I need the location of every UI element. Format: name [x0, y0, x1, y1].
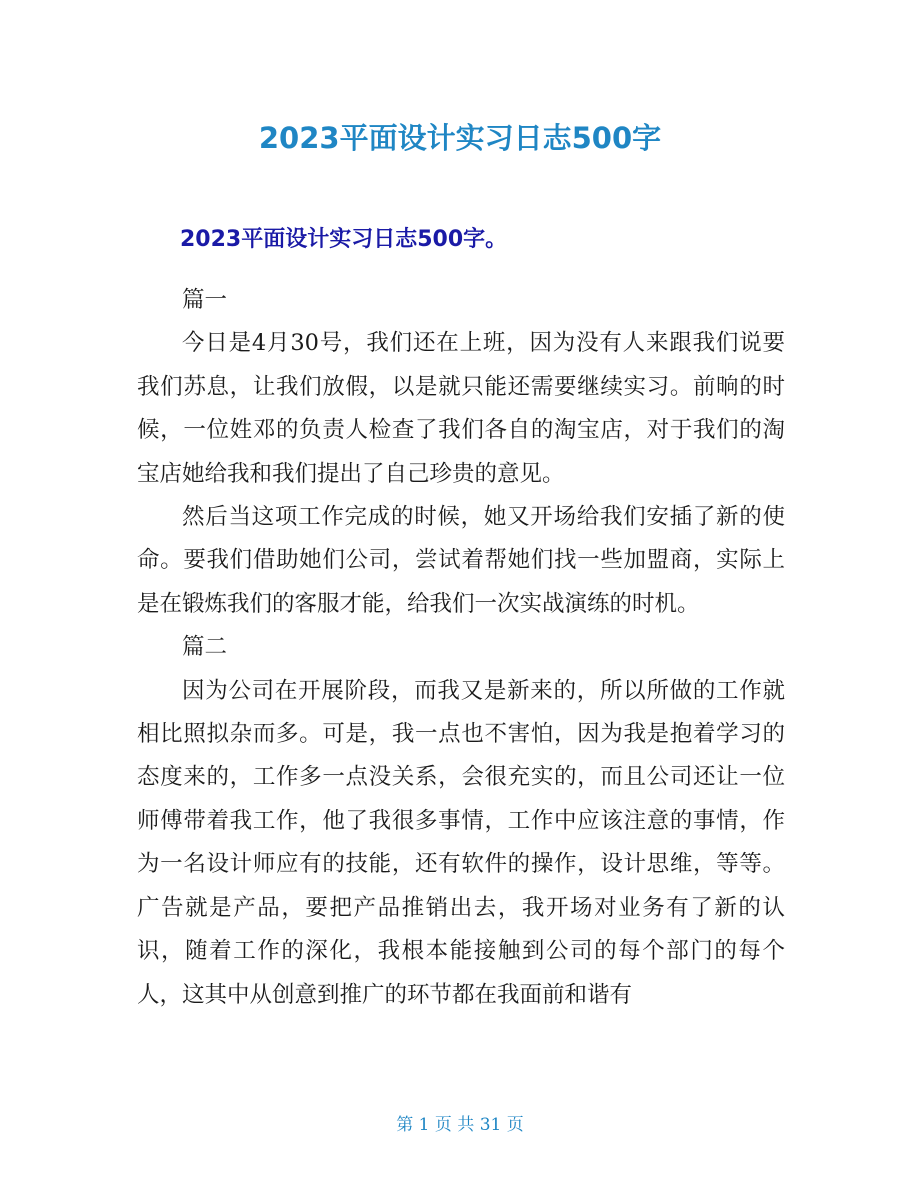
page-footer: 第 1 页 共 31 页	[396, 1115, 524, 1135]
paragraph: 今日是4月30号，我们还在上班，因为没有人来跟我们说要我们苏息，让我们放假，以是就只能还需要继续实习。前晌的时候，一位姓邓的负责人检查了我们各自的淘宝店，对于我们的淘宝店她给我和我们提出了自己珍贵的意见。	[137, 330, 785, 487]
document-body	[137, 279, 785, 1017]
paragraph: 然后当这项工作完成的时候，她又开场给我们安插了新的使命。要我们借助她们公司，尝试着帮她们找一些加盟商，实际上是在锻炼我们的客服才能，给我们一次实战演练的时机。	[137, 504, 785, 617]
document-subtitle: 2023平面设计实习日志500字。	[180, 227, 508, 252]
section-heading-1: 篇一	[182, 287, 228, 313]
document-title: 2023平面设计实习日志500字	[258, 121, 662, 155]
paragraph: 因为公司在开展阶段，而我又是新来的，所以所做的工作就相比照拟杂而多。可是，我一点也不害怕，因为我是抱着学习的态度来的，工作多一点没关系，会很充实的，而且公司还让一位师傅带着我工作，他了我很多事情，工作中应该注意的事情，作为一名设计师应有的技能，还有软件的操作，设计思维，等等。广告就是产品，要把产品推销出去，我开场对业务有了新的认识，随着工作的深化，我根本能接触到公司的每个部门的每个人，这其中从创意到推广的环节都在我面前和谐有	[137, 677, 785, 1008]
section-heading-2: 篇二	[182, 634, 228, 661]
